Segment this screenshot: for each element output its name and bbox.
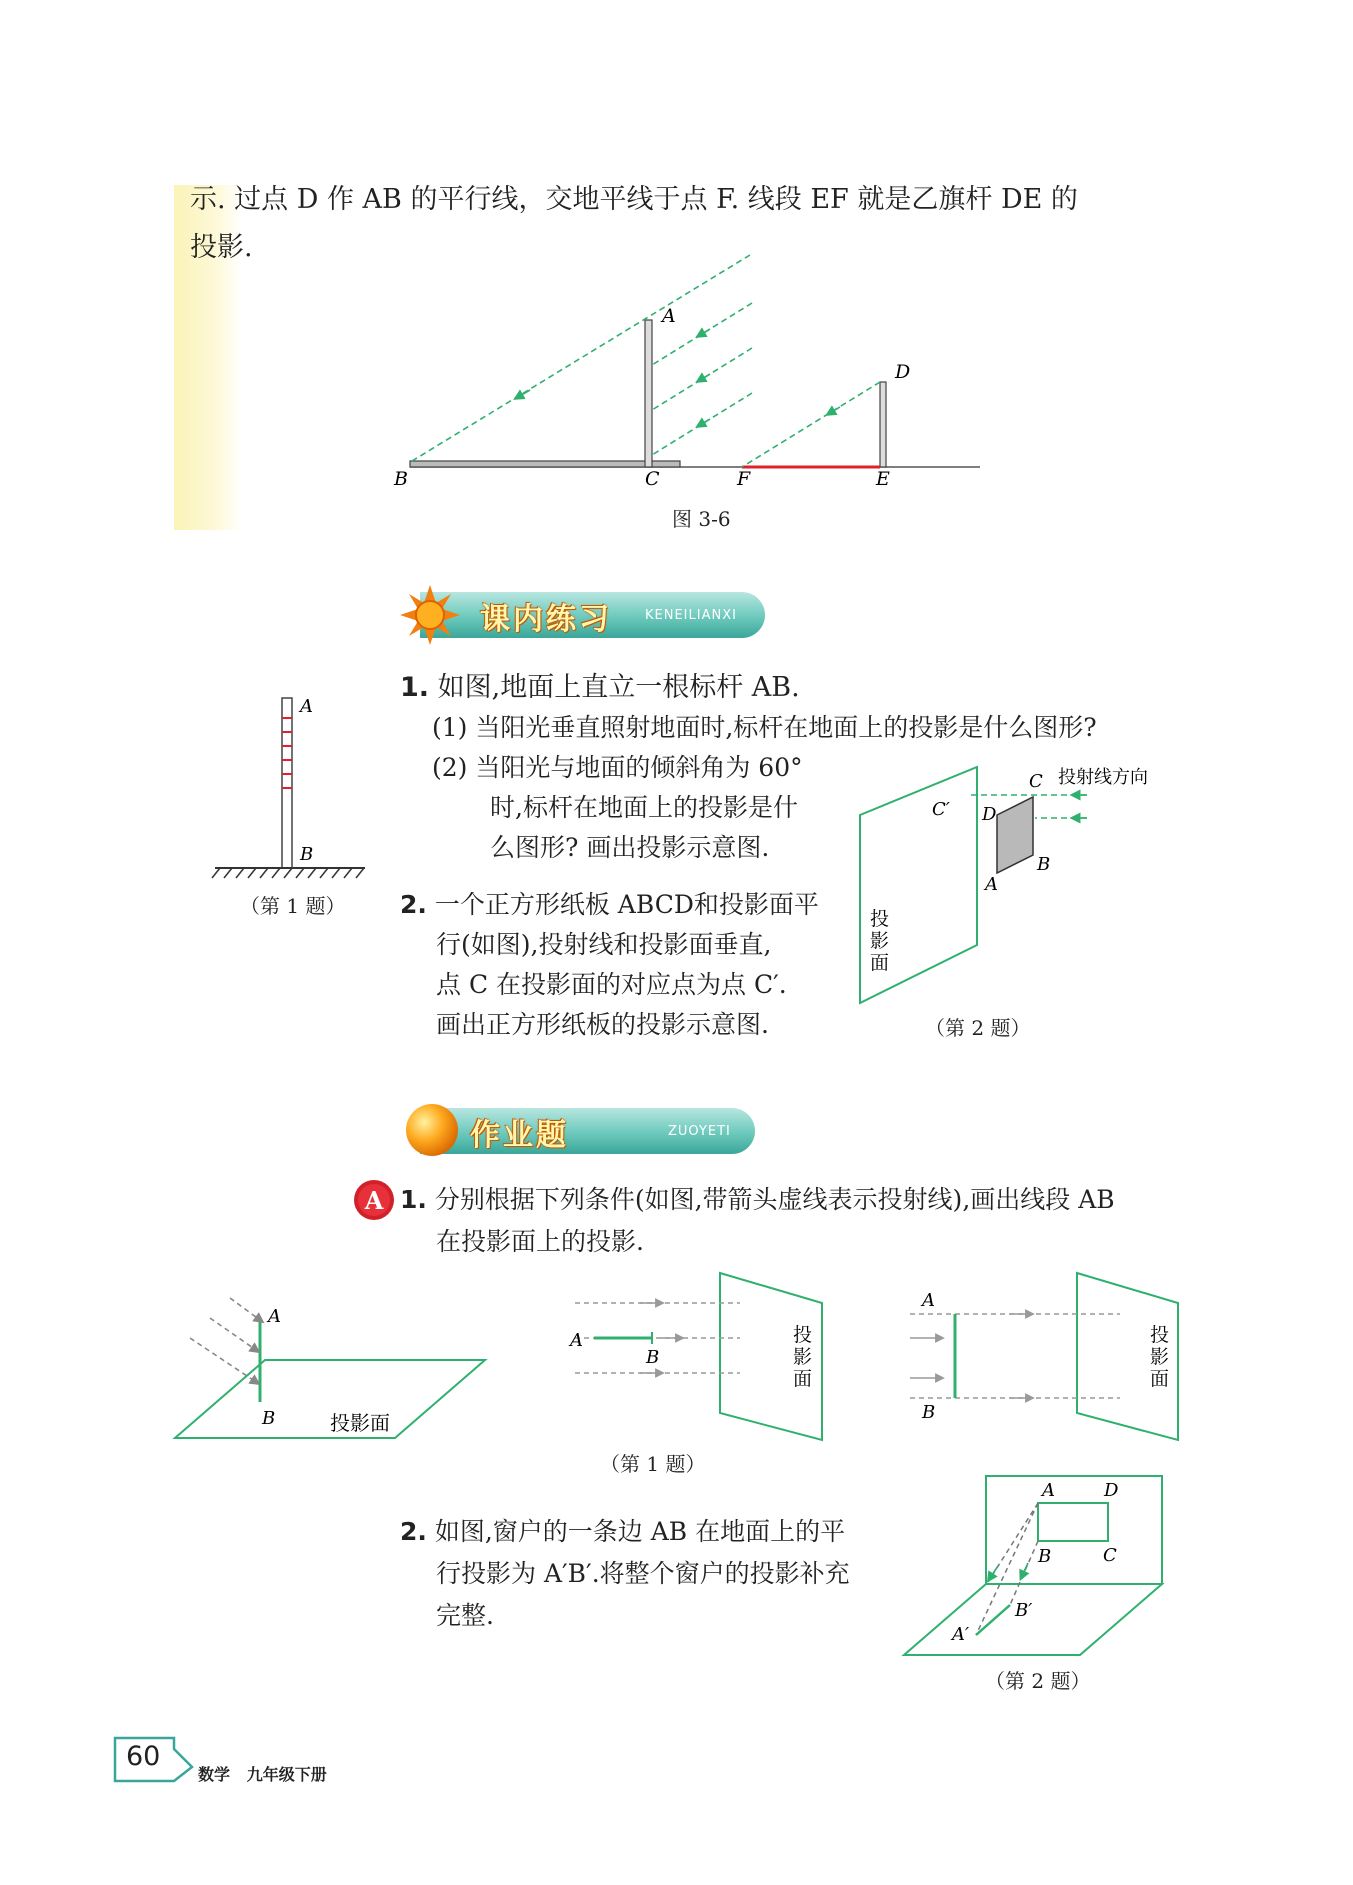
homework-banner [420, 1108, 755, 1154]
homework-banner-title: 作业题 [470, 1118, 569, 1153]
plane-label-1: 投 [870, 908, 890, 930]
level-a-badge [352, 1178, 396, 1222]
label-b: B [922, 1402, 936, 1423]
homework-q1-line1: 分别根据下列条件(如图,带箭头虚线表示投射线),画出线段 AB [434, 1185, 1115, 1214]
pole-ab [282, 698, 292, 868]
pole-de [880, 382, 886, 467]
practice-q2-figure [855, 755, 1185, 1010]
label-a: A [300, 696, 313, 717]
practice-q2-caption: （第 2 题） [925, 1016, 1031, 1040]
sun-icon [398, 583, 462, 647]
label-b-prime: B′ [1015, 1600, 1033, 1621]
label-e: E [876, 468, 890, 490]
practice-q1-figure [210, 690, 380, 880]
label-d: D [982, 804, 997, 825]
intro-line-1: 示. 过点 D 作 AB 的平行线，交地平线于点 F. 线段 EF 就是乙旗杆 DE 的 [190, 184, 1078, 215]
window [1038, 1503, 1108, 1541]
practice-q1-sub2c: 么图形? 画出投影示意图. [490, 833, 770, 862]
label-b: B [1037, 854, 1051, 875]
label-a: A [570, 1330, 583, 1351]
homework-q2-line1: 如图,窗户的一条边 AB 在地面上的平 [434, 1517, 846, 1546]
practice-q1-sub2a: (2) 当阳光与地面的倾斜角为 60° [432, 753, 803, 782]
homework-q2-line3: 完整. [436, 1601, 494, 1630]
intro-line-2: 投影. [190, 232, 253, 263]
plane-label-2: 影 [1150, 1346, 1170, 1368]
practice-q1-sub1: (1) 当阳光垂直照射地面时,标杆在地面上的投影是什么图形? [432, 713, 1097, 742]
ray-ab [412, 255, 750, 461]
homework-q1-figure-3 [900, 1268, 1190, 1448]
label-b: B [394, 468, 408, 490]
practice-q2-line4: 画出正方形纸板的投影示意图. [436, 1010, 769, 1039]
plane-label-3: 面 [1150, 1368, 1170, 1390]
plane-label-3: 面 [870, 952, 890, 974]
ground-plane [904, 1584, 1162, 1655]
homework-q1-caption: （第 1 题） [600, 1452, 706, 1476]
ray-df [742, 382, 880, 467]
label-a-prime: A′ [952, 1624, 970, 1645]
homework-q2-number: 2. [400, 1517, 427, 1546]
label-c: C [1029, 771, 1043, 792]
square-board [997, 797, 1033, 873]
practice-banner [420, 592, 765, 638]
direction-label: 投射线方向 [1058, 767, 1148, 788]
figure-3-6 [380, 245, 1000, 505]
ray-2 [210, 1318, 256, 1350]
plane-label: 投影面 [330, 1411, 390, 1435]
page-number: 60 [126, 1741, 161, 1772]
practice-q1-text: 如图,地面上直立一根标杆 AB. [437, 672, 800, 703]
orange-ball-icon [402, 1100, 462, 1160]
label-b: B [300, 844, 314, 865]
practice-banner-title: 课内练习 [480, 602, 612, 637]
ray-3 [190, 1338, 256, 1382]
plane-label-2: 影 [793, 1346, 813, 1368]
label-c-prime: C′ [932, 799, 950, 820]
practice-q1-sub2b: 时,标杆在地面上的投影是什 [490, 793, 798, 822]
pole-ac [645, 320, 652, 467]
shadow-bc [410, 461, 680, 467]
ray-4-arrow [700, 419, 710, 425]
label-a: A [922, 1290, 935, 1311]
label-a: A [662, 305, 676, 327]
label-d: D [895, 361, 911, 383]
level-a-text: A [364, 1186, 384, 1215]
plane-label-3: 面 [793, 1368, 813, 1390]
label-c: C [1103, 1545, 1117, 1566]
label-b: B [1038, 1546, 1052, 1567]
book-title: 数学 九年级下册 [198, 1765, 327, 1784]
label-b: B [262, 1408, 276, 1429]
practice-q1-caption: （第 1 题） [240, 894, 346, 918]
segment-apbp [976, 1605, 1010, 1635]
homework-q2-line2: 行投影为 A′B′.将整个窗户的投影补充 [436, 1559, 850, 1588]
wall [986, 1476, 1162, 1584]
label-a: A [1042, 1480, 1055, 1501]
practice-q2-line1: 一个正方形纸板 ABCD和投影面平 [434, 890, 819, 919]
plane-label-1: 投 [793, 1324, 813, 1346]
homework-q2-figure [900, 1470, 1175, 1660]
label-b: B [646, 1347, 660, 1368]
practice-q2-number: 2. [400, 890, 427, 919]
homework-q1-figure-2 [560, 1268, 830, 1448]
homework-q1-figure-1 [170, 1290, 495, 1450]
ray-ab-arrow [518, 390, 530, 397]
ray-df-arrow [830, 407, 840, 413]
homework-q2-caption: （第 2 题） [985, 1669, 1091, 1693]
ground-hatch [212, 868, 364, 878]
figure-3-6-caption: 图 3-6 [672, 507, 731, 531]
ray-3-arrow [700, 374, 710, 380]
homework-banner-pinyin: ZUOYETI [668, 1124, 731, 1139]
practice-q1-number: 1. [400, 672, 430, 703]
homework-q1-line2: 在投影面上的投影. [436, 1227, 644, 1256]
label-c: C [645, 468, 660, 490]
label-a: A [268, 1306, 281, 1327]
label-a: A [985, 874, 998, 895]
homework-q1-number: 1. [400, 1185, 427, 1214]
ray-1 [230, 1298, 260, 1320]
label-f: F [737, 468, 751, 490]
ray-2-arrow [700, 329, 710, 335]
plane-label-2: 影 [870, 930, 890, 952]
practice-banner-pinyin: KENEILIANXI [645, 608, 737, 623]
practice-q2-line2: 行(如图),投射线和投影面垂直, [436, 930, 772, 959]
label-d: D [1104, 1480, 1119, 1501]
practice-q2-line3: 点 C 在投影面的对应点为点 C′. [436, 970, 787, 999]
plane-label-1: 投 [1150, 1324, 1170, 1346]
